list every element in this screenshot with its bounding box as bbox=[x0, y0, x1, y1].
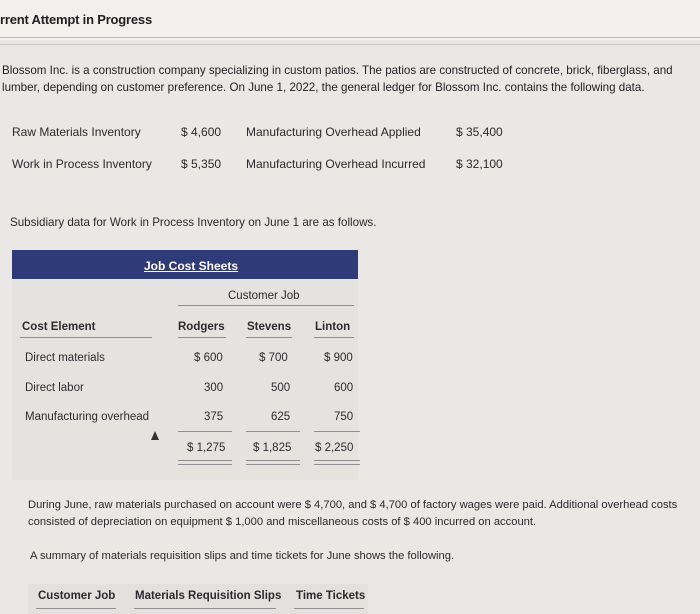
raw-materials-value: $ 4,600 bbox=[181, 125, 222, 139]
summary-paragraph: A summary of materials requisition slips and time tickets for June shows the following. bbox=[30, 550, 455, 562]
header-underline bbox=[314, 337, 354, 338]
header-underline bbox=[246, 337, 292, 338]
cell-rodgers-moh: 375 bbox=[204, 411, 224, 423]
col-header-rodgers: Rodgers bbox=[178, 321, 225, 333]
row-label-direct-materials: Direct materials bbox=[25, 352, 105, 364]
customer-job-header: Customer Job bbox=[228, 290, 300, 302]
cell-rodgers-dl: 300 bbox=[204, 382, 224, 394]
page-title: rrent Attempt in Progress bbox=[0, 12, 152, 27]
total-double-rule bbox=[246, 460, 300, 465]
col-header-time-tickets: Time Tickets bbox=[296, 590, 366, 602]
col-header-linton: Linton bbox=[315, 321, 351, 333]
cell-rodgers-dm: $ 600 bbox=[194, 352, 223, 364]
total-stevens: $ 1,825 bbox=[253, 442, 292, 454]
cell-linton-dl: 600 bbox=[334, 382, 354, 394]
divider bbox=[0, 37, 700, 38]
col-header-materials-requisition-slips: Materials Requisition Slips bbox=[135, 590, 282, 602]
header-underline bbox=[36, 608, 116, 609]
cell-linton-moh: 750 bbox=[334, 411, 354, 423]
col-header-stevens: Stevens bbox=[247, 321, 292, 333]
total-double-rule bbox=[178, 460, 232, 465]
wip-label: Work in Process Inventory bbox=[12, 157, 152, 171]
header-underline bbox=[294, 608, 364, 609]
moh-applied-value: $ 35,400 bbox=[456, 125, 503, 139]
total-double-rule bbox=[314, 460, 360, 465]
subtotal-rule bbox=[314, 431, 360, 432]
moh-incurred-label: Manufacturing Overhead Incurred bbox=[246, 157, 426, 171]
raw-materials-label: Raw Materials Inventory bbox=[12, 125, 141, 139]
june-paragraph: During June, raw materials purchased on account were $ 4,700, and $ 4,700 of factory wages were paid. Additional overhead costs consisted of depreciation on equipment $ 1,000 and miscellaneous costs of $ 400 incurred on account. bbox=[28, 499, 678, 528]
divider bbox=[0, 44, 700, 45]
col-header-customer-job: Customer Job bbox=[38, 590, 116, 602]
cost-element-header: Cost Element bbox=[22, 321, 96, 333]
job-cost-table bbox=[12, 250, 358, 480]
mouse-cursor-icon bbox=[151, 431, 159, 440]
cell-stevens-dl: 500 bbox=[271, 382, 291, 394]
group-underline bbox=[178, 305, 354, 306]
cell-linton-dm: $ 900 bbox=[324, 352, 353, 364]
header-underline bbox=[134, 608, 276, 609]
job-cost-title: Job Cost Sheets bbox=[144, 259, 239, 273]
header-underline bbox=[178, 337, 226, 338]
intro-paragraph: Blossom Inc. is a construction company specializing in custom patios. The patios are constructed of concrete, brick, fiberglass, and lumber, depending on customer preference. On June 1, 2022, the general ledger for Blossom Inc. contains the following data. bbox=[2, 64, 673, 94]
subtotal-rule bbox=[246, 431, 300, 432]
header-underline bbox=[20, 337, 152, 338]
cell-stevens-dm: $ 700 bbox=[259, 352, 288, 364]
cell-stevens-moh: 625 bbox=[271, 411, 291, 423]
row-label-direct-labor: Direct labor bbox=[25, 382, 84, 394]
moh-applied-label: Manufacturing Overhead Applied bbox=[246, 125, 421, 139]
total-linton: $ 2,250 bbox=[315, 442, 354, 454]
moh-incurred-value: $ 32,100 bbox=[456, 157, 503, 171]
row-label-manufacturing-overhead: Manufacturing overhead bbox=[25, 411, 150, 423]
subtotal-rule bbox=[178, 431, 232, 432]
wip-value: $ 5,350 bbox=[181, 157, 222, 171]
total-rodgers: $ 1,275 bbox=[187, 442, 226, 454]
subsidiary-text: Subsidiary data for Work in Process Inventory on June 1 are as follows. bbox=[10, 216, 377, 229]
